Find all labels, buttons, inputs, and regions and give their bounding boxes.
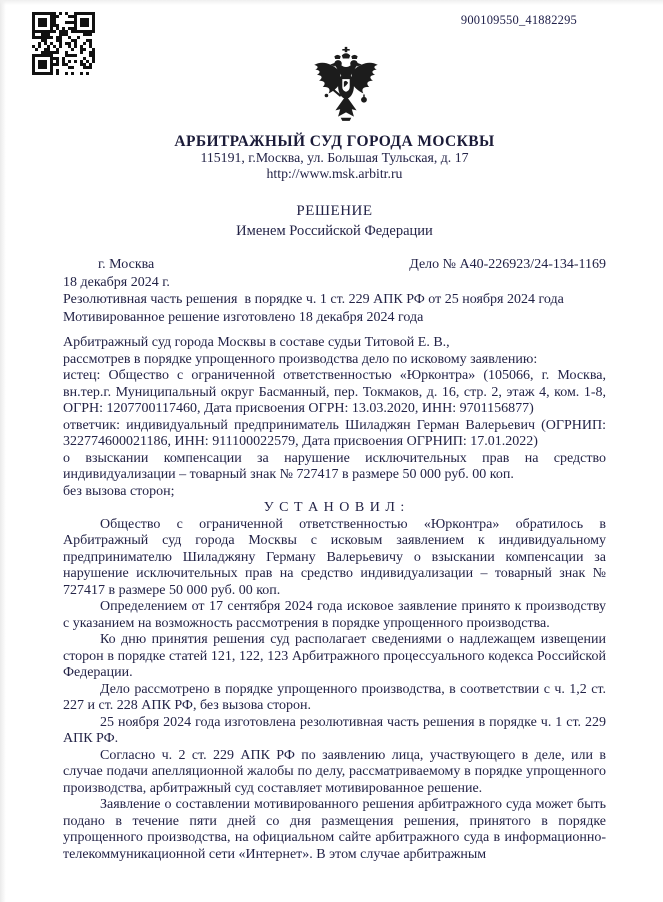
body-paragraph: Ко дню принятия решения суд располагает сведениями о надлежащем извещении сторон в порядке статей 121, 122, 123 Арбитражного процессуального кодекса Российской Федерации. bbox=[63, 632, 606, 680]
intro-line-claim-subject: о взыскании компенсации за нарушение исключительных прав на средство индивидуализации – товарный знак № 727417 в размере 50 000 руб. 00 коп. bbox=[63, 450, 606, 482]
court-name: АРБИТРАЖНЫЙ СУД ГОРОДА МОСКВЫ bbox=[174, 133, 495, 150]
decision-body bbox=[63, 335, 606, 863]
decision-title: РЕШЕНИЕ bbox=[296, 203, 373, 219]
decision-subtitle: Именем Российской Федерации bbox=[236, 223, 433, 239]
body-paragraph: 25 ноября 2024 года изготовлена резолютивная часть решения в порядке ч. 1 ст. 229 АПК РФ. bbox=[63, 714, 606, 746]
document-number: 900109550_41882295 bbox=[460, 13, 577, 27]
court-header bbox=[63, 0, 606, 182]
intro-line-court-composition: Арбитражный суд города Москвы в составе судьи Титовой Е. В., bbox=[63, 335, 450, 350]
intro-line-plaintiff: истец: Общество с ограниченной ответственностью «Юрконтра» (105066, г. Москва, вн.тер.г. Муниципальный округ Басманный, пер. Токмаков, д. 16, стр. 2, этаж 4, ком. 1-8, ОГРН: 1207700117460, Дата присвоения ОГРН: 13.03.2020, ИНН: 9701156877) bbox=[63, 368, 606, 416]
motivated-decision-line: Мотивированное решение изготовлено 18 декабря 2024 года bbox=[63, 309, 424, 325]
case-city: г. Москва bbox=[98, 257, 155, 272]
body-paragraph: Заявление о составлении мотивированного решения арбитражного суда может быть подано в течение пяти дней со дня размещения решения, принятого в порядке упрощенного производства, на официальном сайте арбитражного суда в информационно-телекоммуникационной сети «Интернет». В этом случае арбитражным bbox=[63, 797, 606, 862]
body-paragraph: Согласно ч. 2 ст. 229 АПК РФ по заявлению лица, участвующего в деле, или в случае подачи апелляционной жалобы по делу, рассматриваемому в порядке упрощенного производства, арбитражный суд составляет мотивированное решение. bbox=[63, 747, 606, 796]
intro-line-proceeding-type: рассмотрев в порядке упрощенного производства дело по исковому заявлению: bbox=[63, 351, 538, 367]
body-paragraph: Определением от 17 сентября 2024 года исковое заявление принято к производству с указанием на возможность рассмотрения в порядке упрощенного производства. bbox=[63, 599, 606, 631]
ruling-heading: У С Т А Н О В И Л : bbox=[263, 500, 406, 515]
decision-heading bbox=[63, 202, 606, 241]
case-info bbox=[63, 256, 606, 326]
body-paragraph: Дело рассмотрено в порядке упрощенного производства, в соответствии с ч. 1,2 ст. 227 и ст. 228 АПК РФ, без вызова сторон. bbox=[63, 681, 606, 713]
decision-date: 18 декабря 2024 г. bbox=[63, 274, 170, 290]
court-address: 115191, г.Москва, ул. Большая Тульская, д. 17 bbox=[200, 150, 469, 165]
document-content bbox=[63, 0, 606, 863]
intro-line-defendant: ответчик: индивидуальный предприниматель Шиладжян Герман Валерьевич (ОГРНИП: 322774600021186, ИНН: 911100022579, Дата присвоения ОГРНИП: 17.01.2022) bbox=[63, 417, 606, 449]
intro-line-no-parties: без вызова сторон; bbox=[63, 483, 175, 499]
case-number: Дело № А40-226923/24-134-1169 bbox=[409, 257, 606, 272]
case-row bbox=[63, 256, 606, 274]
operative-part-line: Резолютивная часть решения в порядке ч. 1 ст. 229 АПК РФ от 25 ноября 2024 года bbox=[63, 292, 564, 307]
court-website: http://www.msk.arbitr.ru bbox=[266, 166, 403, 181]
body-paragraph: Общество с ограниченной ответственностью «Юрконтра» обратилось в Арбитражный суд города Москвы с исковым заявлением к индивидуальному предпринимателю Шиладжяну Герману Валерьевичу о взыскании компенсации за нарушение исключительных прав на средство индивидуализации – товарный знак № 727417 в размере 50 000 руб. 00 коп. bbox=[63, 516, 606, 598]
